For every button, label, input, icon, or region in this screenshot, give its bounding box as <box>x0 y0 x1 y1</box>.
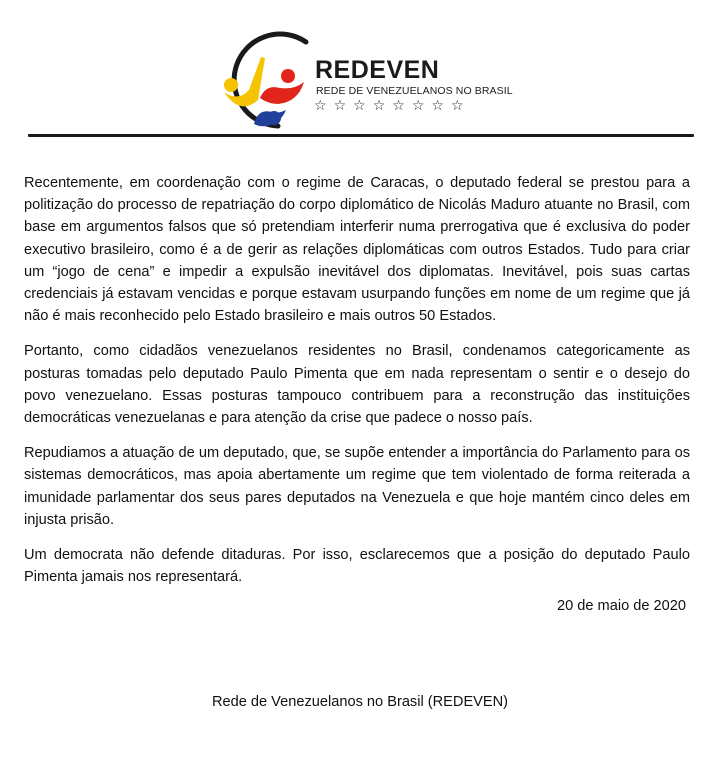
redeven-logo-icon <box>218 28 318 132</box>
star-icon: ☆ <box>372 97 386 113</box>
star-row <box>314 98 464 112</box>
star-icon: ☆ <box>450 97 464 113</box>
star-icon: ☆ <box>353 97 366 113</box>
header-divider <box>28 134 694 137</box>
star-icon: ☆ <box>314 97 327 113</box>
paragraph: Um democrata não defende ditaduras. Por isso, esclarecemos que a posição do deputado Paulo Pimenta jamais nos representará. <box>24 547 690 586</box>
paragraph: Recentemente, em coordenação com o regime de Caracas, o deputado federal se prestou para a politização do processo de repatriação do corpo diplomático de Nicolás Maduro atuante no Brasil, com base em argumentos falsos que só pretendiam interferir numa prerrogativa que é exclusiva do poder executivo brasileiro, como é a de gerir as relações diplomáticas com outros Estados. Tudo para criar um “jogo de cena” e impedir a expulsão inevitável dos diplomatas. Inevitável, pois suas cartas credenciais já estavam vencidas e porque estavam usurpando funções em nome de um regime que já não é mais reconhecido pelo Estado brasileiro e mais outros 50 Estados. <box>24 175 690 325</box>
star-icon: ☆ <box>333 97 347 113</box>
letterhead <box>218 28 518 132</box>
star-icon: ☆ <box>411 97 425 113</box>
paragraph: Portanto, como cidadãos venezuelanos residentes no Brasil, condenamos categoricamente as posturas tomadas pelo deputado Paulo Pimenta que em nada representam o sentir e o desejo do povo venezuelano. Essas posturas tampouco contribuem para a reconstrução das instituições democráticas venezuelanas e para atenção da crise que padece o nosso país. <box>24 343 690 427</box>
signature: Rede de Venezuelanos no Brasil (REDEVEN) <box>211 694 509 710</box>
letter-body <box>24 172 690 601</box>
star-icon: ☆ <box>392 97 405 113</box>
brand-name: REDEVEN <box>315 56 440 84</box>
paragraph: Repudiamos a atuação de um deputado, que, se supõe entender a importância do Parlamento para os sistemas democráticos, mas apoia abertamente um regime que tem violentado de forma reiterada a imunidade parlamentar dos seus pares deputados na Venezuela e que hoje mantém cinco deles em injusta prisão. <box>24 445 690 528</box>
letter-date: 20 de maio de 2020 <box>556 598 686 614</box>
brand-subtitle: REDE DE VENEZUELANOS NO BRASIL <box>316 85 513 97</box>
star-icon: ☆ <box>431 97 444 113</box>
